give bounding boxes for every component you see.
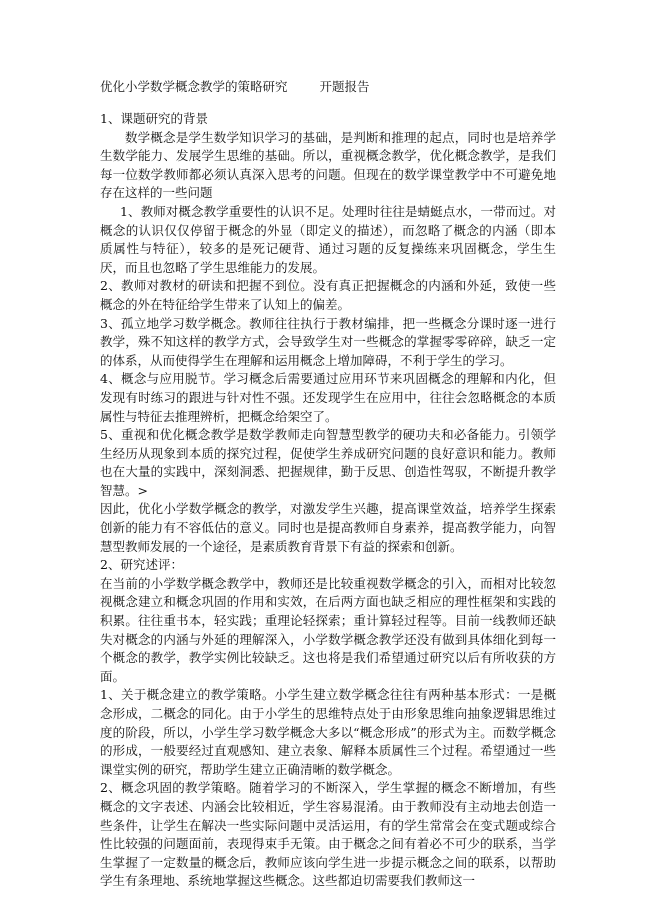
paragraph: 数学概念是学生数学知识学习的基础，是判断和推理的起点，同时也是培养学生数学能力、发展学生思维的基础。所以，重视概念教学，优化概念教学，是我们每一位数学教师都必须认真深入思考的问题。但现在的数学课堂教学中不可避免地存在这样的一些问题 [100,129,556,201]
paragraph: 4、概念与应用脱节。学习概念后需要通过应用环节来巩固概念的理解和内化，但发现有时练习的跟进与针对性不强。还发现学生在应用中，往往会忽略概念的本质属性与特征去推理辨析，把概念给架空了。 [100,371,556,424]
paragraph: 3、孤立地学习数学概念。教师往往执行于教材编排，把一些概念分课时逐一进行教学，殊不知这样的教学方式，会导致学生对一些概念的掌握零零碎碎，缺乏一定的体系，从而使得学生在理解和运用概念上增加障碍，不利于学生的学习。 [100,315,556,368]
document-page [100,78,556,891]
section-heading-background: 1、课题研究的背景 [100,111,208,126]
title-row [100,78,556,96]
paragraph: 5、重视和优化概念教学是数学教师走向智慧型教学的硬功夫和必备能力。引领学生经历从现象到本质的探究过程，促使学生养成研究问题的良好意识和能力。教师也在大量的实践中，深刻洞悉、把握规律，勤于反思、创造性驾驭，不断提升教学智慧。> [100,427,556,498]
paragraph: 2、教师对教材的研读和把握不到位。没有真正把握概念的内涵和外延，致使一些概念的外在特征给学生带来了认知上的偏差。 [100,278,556,312]
section-heading-review: 2、研究述评： [100,557,183,573]
paragraph: 1、关于概念建立的教学策略。小学生建立数学概念往往有两种基本形式：一是概念形成，二概念的同化。由于小学生的思维特点处于由形象思维向抽象逻辑思维过度的阶段，所以，小学生学习数学概念大多以“概念形成”的形式为主。而数学概念的形成，一般要经过直观感知、建立表象、解释本质属性三个过程。希望通过一些课堂实例的研究，帮助学生建立正确清晰的数学概念。 [100,687,556,777]
paragraph: 1、教师对概念教学重要性的认识不足。处理时往往是蜻蜓点水，一带而过。对概念的认识仅仅停留于概念的外显（即定义的描述），而忽略了概念的内涵（即本质属性与特征），较多的是死记硬背、通过习题的反复操练来巩固概念，学生生厌，而且也忽略了学生思维能力的发展。 [100,203,556,275]
document-subtitle: 开题报告 [319,79,370,94]
paragraph: 2、概念巩固的教学策略。随着学习的不断深入，学生掌握的概念不断增加，有些概念的文字表述、内涵会比较相近，学生容易混淆。由于教师没有主动地去创造一些条件，让学生在解决一些实际问题中灵活运用，有的学生常常会在变式题或综合性比较强的问题面前，表现得束手无策。由于概念之间有着必不可少的联系，当学生掌握了一定数量的概念后，教师应该向学生进一步提示概念之间的联系，以帮助学生有条理地、系统地掌握这些概念。这些都迫切需要我们教师这一 [100,780,556,889]
document-body [100,110,556,891]
document-title: 优化小学数学概念教学的策略研究 [100,79,288,94]
paragraph: 因此，优化小学数学概念的教学，对激发学生兴趣，提高课堂效益，培养学生探索创新的能力有不容低估的意义。同时也是提高教师自身素养，提高教学能力，向智慧型教师发展的一个途径，是素质教育背景下有益的探索和创新。 [100,501,556,554]
paragraph: 在当前的小学数学概念教学中，教师还是比较重视数学概念的引入，而相对比较忽视概念建立和概念巩固的作用和实效，在后两方面也缺乏相应的理性框架和实践的积累。往往重书本，轻实践；重理论轻探索；重计算轻过程等。目前一线教师还缺失对概念的内涵与外延的理解深入，小学数学概念教学还没有做到具体细化到每一个概念的教学，教学实例比较缺乏。这也将是我们希望通过研究以后有所收获的方面。 [100,575,556,684]
